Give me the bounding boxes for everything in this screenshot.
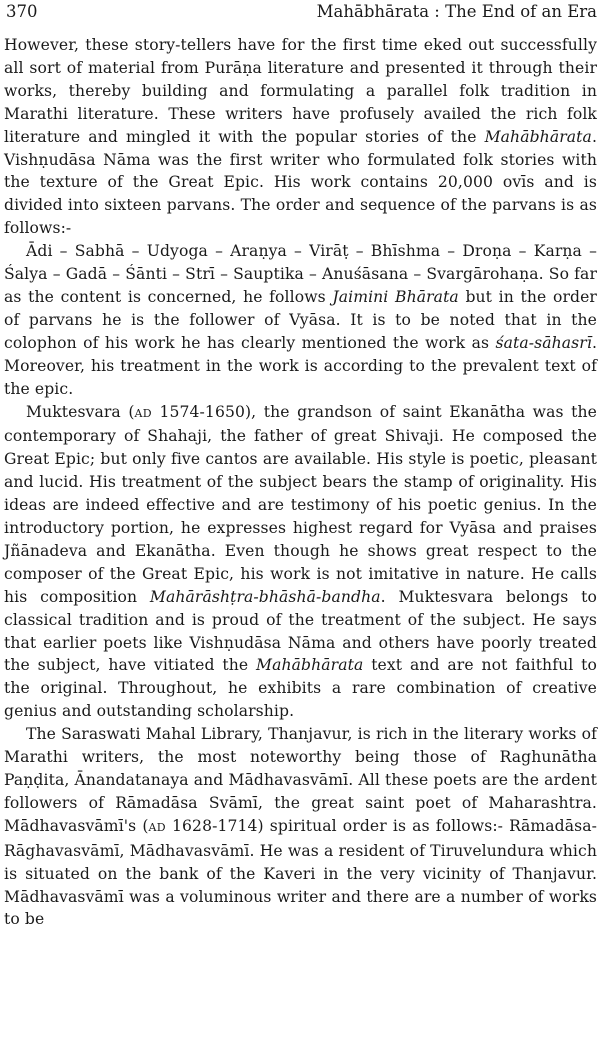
text-run: but in the order of parvans he is the follower of Vyāsa. It is to be noted that in the colophon of his work he has clearly mentioned the work as bbox=[4, 287, 597, 352]
paragraph-3 bbox=[4, 401, 597, 724]
running-title: Mahābhārata : The End of an Era bbox=[316, 2, 597, 21]
text-run: . Moreover, his treatment in the work is according to the prevalent text of the epic. bbox=[4, 333, 597, 398]
text-run: Ādi – Sabhā – Udyoga – Araṇya – Virāṭ – Bhīshma – Droṇa – Karṇa – Śalya – Gadā – Śānti – Strī – Sauptika – Anuśāsana – Svargārohaṇa. So far as the content is concerned, he follows bbox=[4, 242, 597, 306]
italic-title: Mahābhārata bbox=[484, 127, 592, 146]
body-text bbox=[4, 34, 597, 931]
paragraph-4 bbox=[4, 723, 597, 931]
text-run: The Saraswati Mahal Library, Thanjavur, is rich in the literary works of Marathi writers, the most noteworthy being those of Raghunātha Paṇḍita, Ānandatanaya and Mādhavasvāmī. All these poets are the ardent followers of Rāmadāsa Svāmī, the great saint poet of Maharashtra. Mādhavasvāmī's ( bbox=[4, 725, 597, 835]
text-run: . Vishṇudāsa Nāma was the first writer who formulated folk stories with the texture of the Great Epic. His work contains 20,000 ovīs and is divided into sixteen parvans. The order and sequence of the parvans is as follows:- bbox=[4, 127, 597, 238]
text-run: However, these story-tellers have for the first time eked out successfully all sort of material from Purāṇa literature and presented it through their works, thereby building and formulating a parallel folk tradition in Marathi literature. These writers have profusely availed the rich folk literature and mingled it with the popular stories of the bbox=[4, 36, 597, 146]
page-number: 370 bbox=[6, 2, 38, 21]
text-run: 1574-1650), the grandson of saint Ekanātha was the contemporary of Shahaji, the father of great Shivaji. He composed the Great Epic; but only five cantos are available. His style is poetic, pleasant and lucid. His treatment of the subject bears the stamp of originality. His ideas are indeed effective and are testimony of his poetic genius. In the introductory portion, he expresses highest regard for Vyāsa and praises Jñānadeva and Ekanātha. Even though he shows great respect to the composer of the Great Epic, his work is not imitative in nature. He calls his composition bbox=[4, 402, 597, 606]
text-run: . Muktesvara belongs to classical tradition and is proud of the treatment of the subject. He says that earlier poets like Vishṇudāsa Nāma and others have poorly treated the subject, have vitiated the bbox=[4, 587, 597, 675]
text-run: 1628-1714) spiritual order is as follows:- Rāmadāsa-Rāghavasvāmī, Mādhavasvāmī. He was a resident of Tiruvelundura which is situated on the bank of the Kaveri in the very vicinity of Thanjavur. Mādhavasvāmī was a voluminous writer and there are a number of works to be bbox=[4, 816, 597, 929]
page-header bbox=[4, 0, 597, 34]
text-run: text and are not faithful to the original. Throughout, he exhibits a rare combination of creative genius and outstanding scholarship. bbox=[4, 656, 597, 721]
italic-term: śata-sāhasrī bbox=[495, 333, 592, 352]
era-abbrev: AD bbox=[148, 820, 166, 834]
paragraph-1 bbox=[4, 34, 597, 240]
italic-title: Mahābhārata bbox=[256, 656, 364, 675]
italic-term: Mahārāshṭra-bhāshā-bandha bbox=[149, 587, 381, 606]
text-run: Muktesvara ( bbox=[26, 402, 135, 421]
paragraph-2 bbox=[4, 240, 597, 400]
italic-title: Jaimini Bhārata bbox=[332, 287, 459, 306]
era-abbrev: AD bbox=[134, 406, 152, 420]
